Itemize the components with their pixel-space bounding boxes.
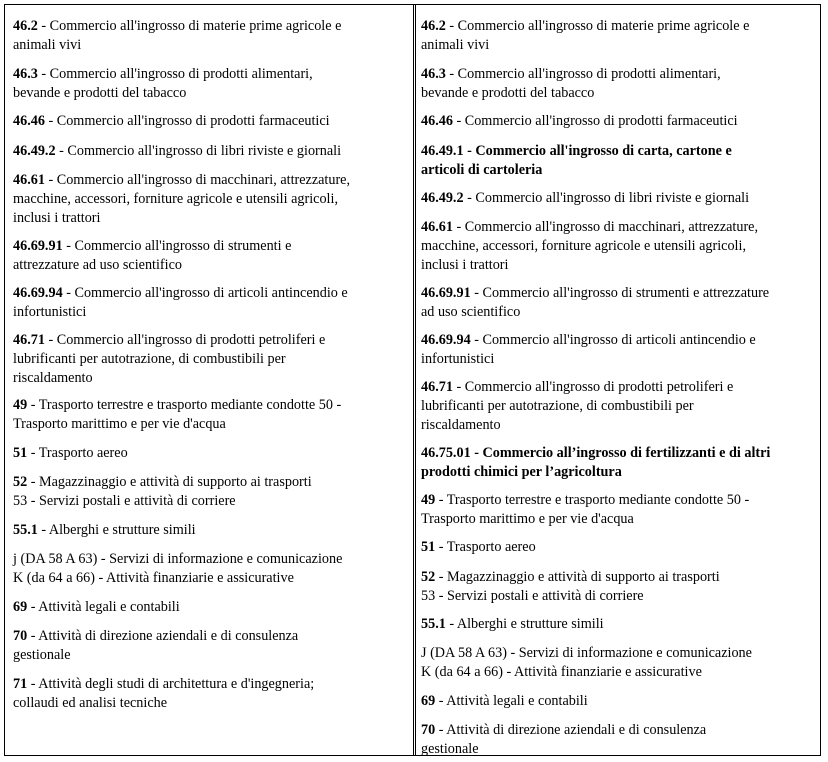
ateco-code: 52 [421, 569, 436, 585]
entry-line: 53 - Servizi postali e attività di corriere [421, 588, 644, 604]
ateco-description: - Commercio all'ingrosso di strumenti e attrezzature [470, 285, 770, 301]
ateco-description: - Commercio all'ingrosso di articoli antincendio e [470, 332, 756, 348]
ateco-code: 55.1 [13, 522, 38, 538]
left-entry-46-69-91 [13, 237, 407, 275]
left-entry-49 [13, 396, 407, 434]
ateco-description: - Magazzinaggio e attività di supporto ai trasporti [27, 474, 312, 490]
ateco-code: 46.3 [421, 66, 446, 82]
right-entry-52 [421, 568, 815, 606]
entry-line [13, 284, 407, 303]
right-entry-46-46 [421, 112, 815, 131]
entry-line: K (da 64 a 66) - Attività finanziarie e assicurative [421, 664, 702, 680]
ateco-code: 46.75.01 [421, 445, 471, 461]
right-entry-46-69-94 [421, 331, 815, 369]
entry-line [421, 692, 815, 711]
entry-line [13, 627, 407, 646]
entry-line [13, 473, 407, 492]
ateco-description: - Commercio all'ingrosso di prodotti petroliferi e [452, 379, 734, 395]
entry-line [421, 568, 815, 587]
entry-line: gestionale [13, 647, 71, 663]
entry-line [421, 65, 815, 84]
entry-line [13, 331, 407, 350]
entry-line: bevande e prodotti del tabacco [13, 85, 187, 101]
entry-line: articoli di cartoleria [421, 162, 543, 178]
entry-line [13, 142, 407, 161]
entry-line: prodotti chimici per l’agricoltura [421, 464, 622, 480]
right-entry-46-49-1 [421, 142, 815, 180]
left-entry-46-61 [13, 171, 407, 228]
ateco-description: - Commercio all'ingrosso di materie prime agricole e [445, 18, 750, 34]
ateco-description: - Attività legali e contabili [435, 693, 588, 709]
entry-line [421, 218, 815, 237]
ateco-code: 51 [421, 539, 436, 555]
ateco-description: - Alberghi e strutture simili [445, 616, 604, 632]
ateco-description: - Attività legali e contabili [27, 599, 180, 615]
ateco-description: - Magazzinaggio e attività di supporto ai trasporti [435, 569, 720, 585]
ateco-code: 46.49.1 [421, 143, 464, 159]
ateco-code: 46.61 [13, 172, 45, 188]
entry-line [13, 675, 407, 694]
column-divider [413, 5, 416, 755]
left-entry-j [13, 550, 407, 588]
ateco-description: - Commercio all'ingrosso di macchinari, attrezzature, [44, 172, 351, 188]
ateco-code: 70 [13, 628, 28, 644]
ateco-description: - Trasporto terrestre e trasporto mediante condotte 50 - [27, 397, 342, 413]
right-entry-69 [421, 692, 815, 711]
ateco-code: 55.1 [421, 616, 446, 632]
left-entry-52 [13, 473, 407, 511]
entry-line [13, 171, 407, 190]
ateco-code: 46.49.2 [13, 143, 56, 159]
entry-line [421, 112, 815, 131]
entry-line: K (da 64 a 66) - Attività finanziarie e assicurative [13, 570, 294, 586]
right-entry-70 [421, 721, 815, 759]
ateco-code: 69 [421, 693, 436, 709]
entry-line: infortunistici [421, 351, 495, 367]
left-entry-51 [13, 444, 407, 463]
right-entry-55-1 [421, 615, 815, 634]
ateco-code: 69 [13, 599, 28, 615]
entry-line [13, 598, 407, 617]
ateco-code: 46.2 [13, 18, 38, 34]
entry-line: animali vivi [421, 37, 490, 53]
entry-line: attrezzature ad uso scientifico [13, 257, 182, 273]
entry-line [421, 284, 815, 303]
entry-line: lubrificanti per autotrazione, di combustibili per [421, 398, 694, 414]
ateco-code: 46.69.91 [421, 285, 471, 301]
ateco-description: - Trasporto terrestre e trasporto mediante condotte 50 - [435, 492, 750, 508]
left-entry-46-71 [13, 331, 407, 388]
ateco-code: 49 [13, 397, 28, 413]
left-entry-46-2 [13, 17, 407, 55]
left-entry-70 [13, 627, 407, 665]
ateco-code: 46.49.2 [421, 190, 464, 206]
ateco-description: - Commercio all’ingrosso di fertilizzanti e di altri [470, 445, 771, 461]
ateco-description: - Commercio all'ingrosso di libri riviste e giornali [55, 143, 342, 159]
entry-line [13, 396, 407, 415]
entry-line: 53 - Servizi postali e attività di corriere [13, 493, 236, 509]
ateco-description: - Commercio all'ingrosso di carta, cartone e [463, 143, 732, 159]
entry-line [13, 17, 407, 36]
ateco-description: - Attività di direzione aziendali e di consulenza [27, 628, 299, 644]
ateco-code: 46.2 [421, 18, 446, 34]
left-entry-55-1 [13, 521, 407, 540]
ateco-description: - Commercio all'ingrosso di libri riviste e giornali [463, 190, 750, 206]
entry-line [421, 331, 815, 350]
right-entry-46-69-91 [421, 284, 815, 322]
ateco-description: - Trasporto aereo [435, 539, 536, 555]
entry-line: ad uso scientifico [421, 304, 521, 320]
ateco-code: 46.3 [13, 66, 38, 82]
entry-line: J (DA 58 A 63) - Servizi di informazione e comunicazione [421, 645, 752, 661]
entry-line [13, 237, 407, 256]
ateco-description: - Commercio all'ingrosso di prodotti alimentari, [445, 66, 721, 82]
right-entry-46-61 [421, 218, 815, 275]
entry-line [421, 615, 815, 634]
entry-line [421, 538, 815, 557]
left-entry-69 [13, 598, 407, 617]
entry-line: inclusi i trattori [421, 257, 509, 273]
ateco-description: - Trasporto aereo [27, 445, 128, 461]
entry-line: macchine, accessori, forniture agricole e utensili agricoli, [421, 238, 746, 254]
ateco-description: - Commercio all'ingrosso di articoli antincendio e [62, 285, 348, 301]
entry-line: macchine, accessori, forniture agricole e utensili agricoli, [13, 191, 338, 207]
ateco-description: - Commercio all'ingrosso di strumenti e [62, 238, 292, 254]
entry-line [421, 444, 815, 463]
entry-line: Trasporto marittimo e per vie d'acqua [13, 416, 226, 432]
entry-line: inclusi i trattori [13, 210, 101, 226]
right-entry-j [421, 644, 815, 682]
ateco-description: - Commercio all'ingrosso di prodotti farmaceutici [44, 113, 330, 129]
right-entry-49 [421, 491, 815, 529]
entry-line [421, 189, 815, 208]
ateco-description: - Attività di direzione aziendali e di consulenza [435, 722, 707, 738]
right-entry-46-49-2 [421, 189, 815, 208]
entry-line: riscaldamento [421, 417, 501, 433]
right-entry-46-71 [421, 378, 815, 435]
ateco-description: - Commercio all'ingrosso di macchinari, attrezzature, [452, 219, 759, 235]
ateco-code: 51 [13, 445, 28, 461]
entry-line: animali vivi [13, 37, 82, 53]
ateco-code: 46.46 [421, 113, 453, 129]
entry-line [13, 521, 407, 540]
right-entry-46-3 [421, 65, 815, 103]
entry-line [421, 17, 815, 36]
entry-line: collaudi ed analisi tecniche [13, 695, 168, 711]
left-entry-46-69-94 [13, 284, 407, 322]
entry-line: infortunistici [13, 304, 87, 320]
entry-line: Trasporto marittimo e per vie d'acqua [421, 511, 634, 527]
entry-line [421, 491, 815, 510]
ateco-codes-table [4, 4, 821, 756]
ateco-code: 49 [421, 492, 436, 508]
ateco-description: - Commercio all'ingrosso di materie prime agricole e [37, 18, 342, 34]
entry-line [13, 65, 407, 84]
entry-line: bevande e prodotti del tabacco [421, 85, 595, 101]
right-entry-46-75-01 [421, 444, 815, 482]
ateco-code: 46.46 [13, 113, 45, 129]
ateco-code: 52 [13, 474, 28, 490]
entry-line [13, 444, 407, 463]
ateco-description: - Commercio all'ingrosso di prodotti alimentari, [37, 66, 313, 82]
ateco-code: 46.71 [13, 332, 45, 348]
ateco-description: - Commercio all'ingrosso di prodotti petroliferi e [44, 332, 326, 348]
entry-line [13, 112, 407, 131]
entry-line: gestionale [421, 741, 479, 757]
ateco-code: 71 [13, 676, 28, 692]
right-entry-46-2 [421, 17, 815, 55]
ateco-code: 46.69.94 [421, 332, 471, 348]
ateco-description: - Attività degli studi di architettura e d'ingegneria; [27, 676, 315, 692]
ateco-code: 46.69.94 [13, 285, 63, 301]
entry-line [421, 721, 815, 740]
right-entry-51 [421, 538, 815, 557]
entry-line: riscaldamento [13, 370, 93, 386]
ateco-code: 46.71 [421, 379, 453, 395]
ateco-description: - Alberghi e strutture simili [37, 522, 196, 538]
entry-line [421, 142, 815, 161]
ateco-description: - Commercio all'ingrosso di prodotti farmaceutici [452, 113, 738, 129]
entry-line [421, 378, 815, 397]
left-entry-46-3 [13, 65, 407, 103]
left-entry-46-49-2 [13, 142, 407, 161]
left-entry-46-46 [13, 112, 407, 131]
entry-line: lubrificanti per autotrazione, di combustibili per [13, 351, 286, 367]
ateco-code: 46.69.91 [13, 238, 63, 254]
left-entry-71 [13, 675, 407, 713]
ateco-code: 46.61 [421, 219, 453, 235]
ateco-code: 70 [421, 722, 436, 738]
entry-line: j (DA 58 A 63) - Servizi di informazione e comunicazione [13, 551, 343, 567]
